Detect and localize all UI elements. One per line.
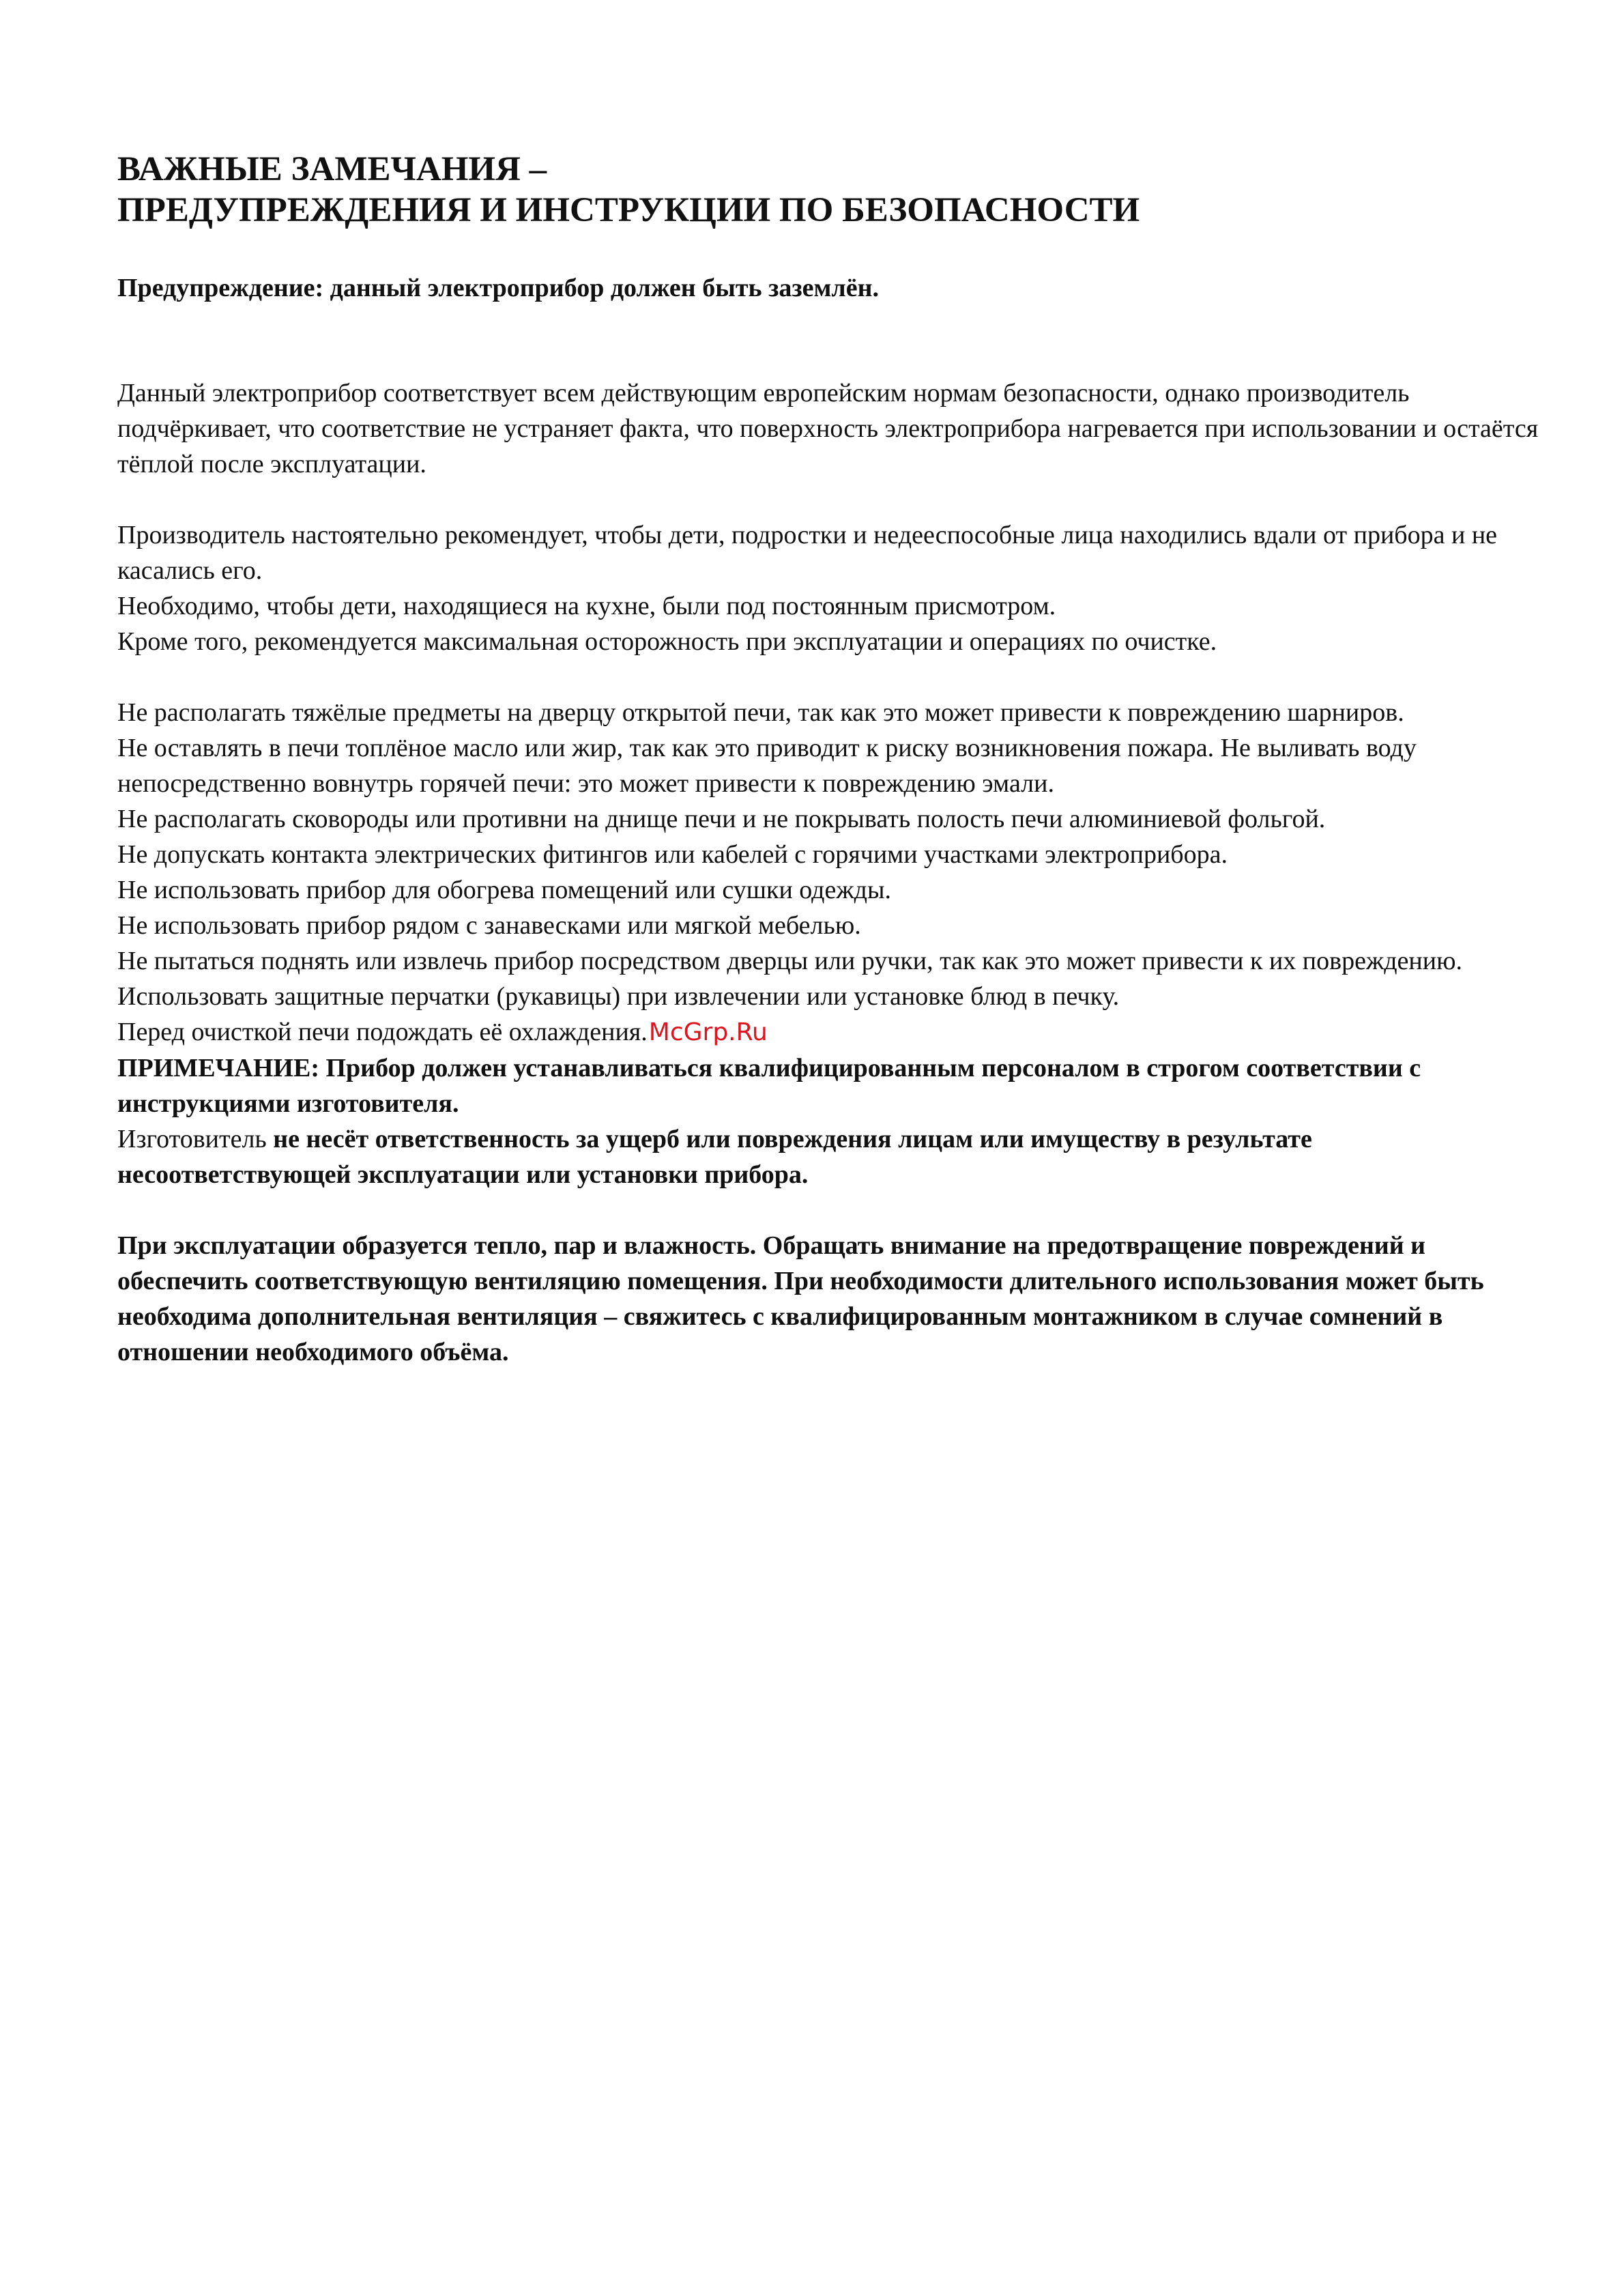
watermark: McGrp.Ru xyxy=(648,1018,768,1046)
page-title xyxy=(117,149,1543,231)
liability-bold: не несёт ответственность за ущерб или повреждения лицам или имуществу в результате несоответствующей эксплуатации или установки прибора. xyxy=(117,1125,1312,1189)
instruction-line-text: Перед очисткой печи подождать её охлаждения. xyxy=(117,1018,648,1046)
paragraph-line: Кроме того, рекомендуется максимальная осторожность при эксплуатации и операциях по очистке. xyxy=(117,627,1217,656)
instruction-line: Не располагать сковороды или противни на днище печи и не покрывать полость печи алюминиевой фольгой. xyxy=(117,805,1326,833)
instruction-line: Не оставлять в печи топлёное масло или жир, так как это приводит к риску возникновения пожара. Не выливать воду непосредственно вовнутрь горячей печи: это может привести к повреждению эмали. xyxy=(117,734,1417,798)
instruction-line: Использовать защитные перчатки (рукавицы) при извлечении или установке блюд в печку. xyxy=(117,982,1120,1011)
usage-instructions-paragraph xyxy=(117,695,1543,1050)
title-line-2: ПРЕДУПРЕЖДЕНИЯ И ИНСТРУКЦИИ ПО БЕЗОПАСНОСТИ xyxy=(117,191,1140,229)
compliance-paragraph: Данный электроприбор соответствует всем действующим европейским нормам безопасности, однако производитель подчёркивает, что соответствие не устраняет факта, что поверхность электроприбора нагревается при использовании и остаётся тёплой после эксплуатации. xyxy=(117,379,1539,478)
instruction-line: Не пытаться поднять или извлечь прибор посредством дверцы или ручки, так как это может привести к их повреждению. xyxy=(117,947,1462,975)
ventilation-paragraph: При эксплуатации образуется тепло, пар и влажность. Обращать внимание на предотвращение повреждений и обеспечить соответствующую вентиляцию помещения. При необходимости длительного использования может быть необходима дополнительная вентиляция – свяжитесь с квалифицированным монтажником в случае сомнений в отношении необходимого объёма. xyxy=(117,1231,1484,1366)
liability-line xyxy=(117,1121,1543,1192)
children-safety-paragraph xyxy=(117,517,1543,659)
paragraph-line: Необходимо, чтобы дети, находящиеся на кухне, были под постоянным присмотром. xyxy=(117,592,1056,620)
document-page xyxy=(117,149,1543,1370)
grounding-warning: Предупреждение: данный электроприбор должен быть заземлён. xyxy=(117,274,879,302)
installation-note xyxy=(117,1050,1543,1192)
title-line-1: ВАЖНЫЕ ЗАМЕЧАНИЯ – xyxy=(117,150,547,188)
instruction-line: Не использовать прибор рядом с занавесками или мягкой мебелью. xyxy=(117,911,861,940)
paragraph-line: Производитель настоятельно рекомендует, чтобы дети, подростки и недееспособные лица находились вдали от прибора и не касались его. xyxy=(117,521,1498,585)
liability-prefix: Изготовитель xyxy=(117,1125,267,1153)
note-bold-text: ПРИМЕЧАНИЕ: Прибор должен устанавливаться квалифицированным персоналом в строгом соответствии с инструкциями изготовителя. xyxy=(117,1054,1421,1118)
instruction-line: Не допускать контакта электрических фитингов или кабелей с горячими участками электроприбора. xyxy=(117,840,1228,869)
instruction-line: Не располагать тяжёлые предметы на дверцу открытой печи, так как это может привести к повреждению шарниров. xyxy=(117,698,1404,727)
instruction-line: Не использовать прибор для обогрева помещений или сушки одежды. xyxy=(117,876,892,904)
instruction-line xyxy=(117,1014,1543,1050)
